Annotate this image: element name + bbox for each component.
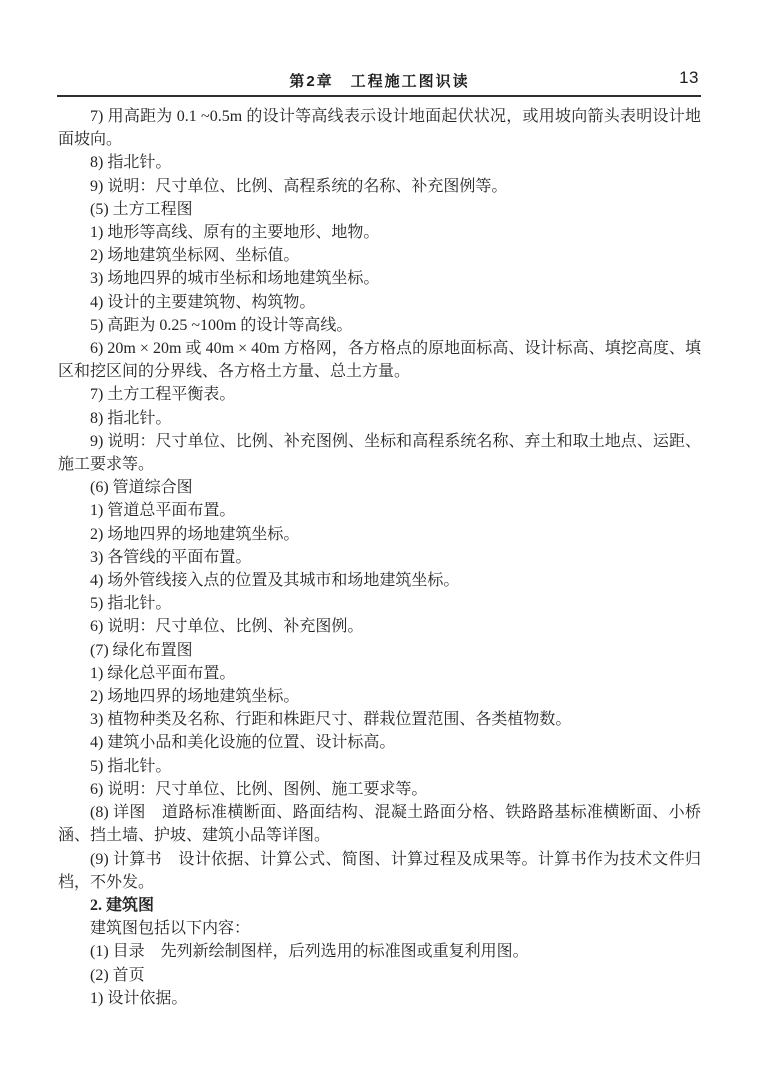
- paragraph: 1) 地形等高线、原有的主要地形、地物。: [90, 224, 380, 242]
- paragraph: 7) 用高距为 0.1 ~0.5m 的设计等高线表示设计地面起伏状况，或用坡向箭头表明设计地面坡向。: [58, 108, 701, 149]
- paragraph: 4) 场外管线接入点的位置及其城市和场地建筑坐标。: [90, 572, 460, 590]
- paragraph: 1) 管道总平面布置。: [90, 502, 236, 520]
- paragraph: 9) 说明：尺寸单位、比例、补充图例、坐标和高程系统名称、弃土和取土地点、运距、施工要求等。: [58, 432, 701, 474]
- paragraph: 6) 说明：尺寸单位、比例、补充图例。: [90, 618, 364, 636]
- page-header: [58, 70, 701, 92]
- paragraph: 2) 场地四界的场地建筑坐标。: [90, 688, 300, 706]
- paragraph: 3) 各管线的平面布置。: [90, 548, 252, 566]
- paragraph: 9) 说明：尺寸单位、比例、高程系统的名称、补充图例等。: [90, 177, 508, 195]
- paragraph: (7) 绿化布置图: [90, 641, 193, 659]
- paragraph: 2) 场地建筑坐标网、坐标值。: [90, 247, 300, 265]
- paragraph: 5) 指北针。: [90, 757, 172, 775]
- paragraph: 1) 绿化总平面布置。: [90, 664, 236, 682]
- paragraph: 7) 土方工程平衡表。: [90, 386, 236, 404]
- paragraph: 8) 指北针。: [90, 409, 172, 427]
- paragraph: (8) 详图 道路标准横断面、路面结构、混凝土路面分格、铁路路基标准横断面、小桥涵、挡土墙、护坡、建筑小品等详图。: [58, 804, 701, 845]
- header-rule: [57, 95, 701, 97]
- paragraph: (5) 土方工程图: [90, 200, 193, 218]
- paragraph: 1) 设计依据。: [90, 989, 188, 1007]
- paragraph: 4) 设计的主要建筑物、构筑物。: [90, 293, 316, 311]
- paragraph: (1) 目录 先列新绘制图样，后列选用的标准图或重复利用图。: [90, 943, 529, 961]
- page-number: 13: [679, 68, 699, 87]
- paragraph: 建筑图包括以下内容：: [90, 920, 251, 938]
- paragraph: (6) 管道综合图: [90, 479, 193, 497]
- paragraph: 6) 20m × 20m 或 40m × 40m 方格网，各方格点的原地面标高、设计标高、填挖高度、填区和挖区间的分界线、各方格土方量、总土方量。: [58, 340, 701, 381]
- paragraph: 5) 指北针。: [90, 595, 172, 613]
- paragraph: 8) 指北针。: [90, 154, 172, 172]
- section-heading: 2. 建筑图: [90, 896, 155, 914]
- paragraph: 5) 高距为 0.25 ~100m 的设计等高线。: [90, 316, 353, 334]
- paragraph: 4) 建筑小品和美化设施的位置、设计标高。: [90, 734, 396, 752]
- paragraph: 3) 植物种类及名称、行距和株距尺寸、群栽位置范围、各类植物数。: [90, 711, 572, 729]
- paragraph: (9) 计算书 设计依据、计算公式、简图、计算过程及成果等。计算书作为技术文件归档，不外发。: [58, 850, 701, 891]
- paragraph: 6) 说明：尺寸单位、比例、图例、施工要求等。: [90, 780, 428, 798]
- page-body: [58, 105, 701, 1010]
- paragraph: 2) 场地四界的场地建筑坐标。: [90, 525, 300, 543]
- running-head-chapter-title: 第2章 工程施工图识读: [289, 73, 470, 90]
- paragraph: 3) 场地四界的城市坐标和场地建筑坐标。: [90, 270, 380, 288]
- paragraph: (2) 首页: [90, 966, 145, 984]
